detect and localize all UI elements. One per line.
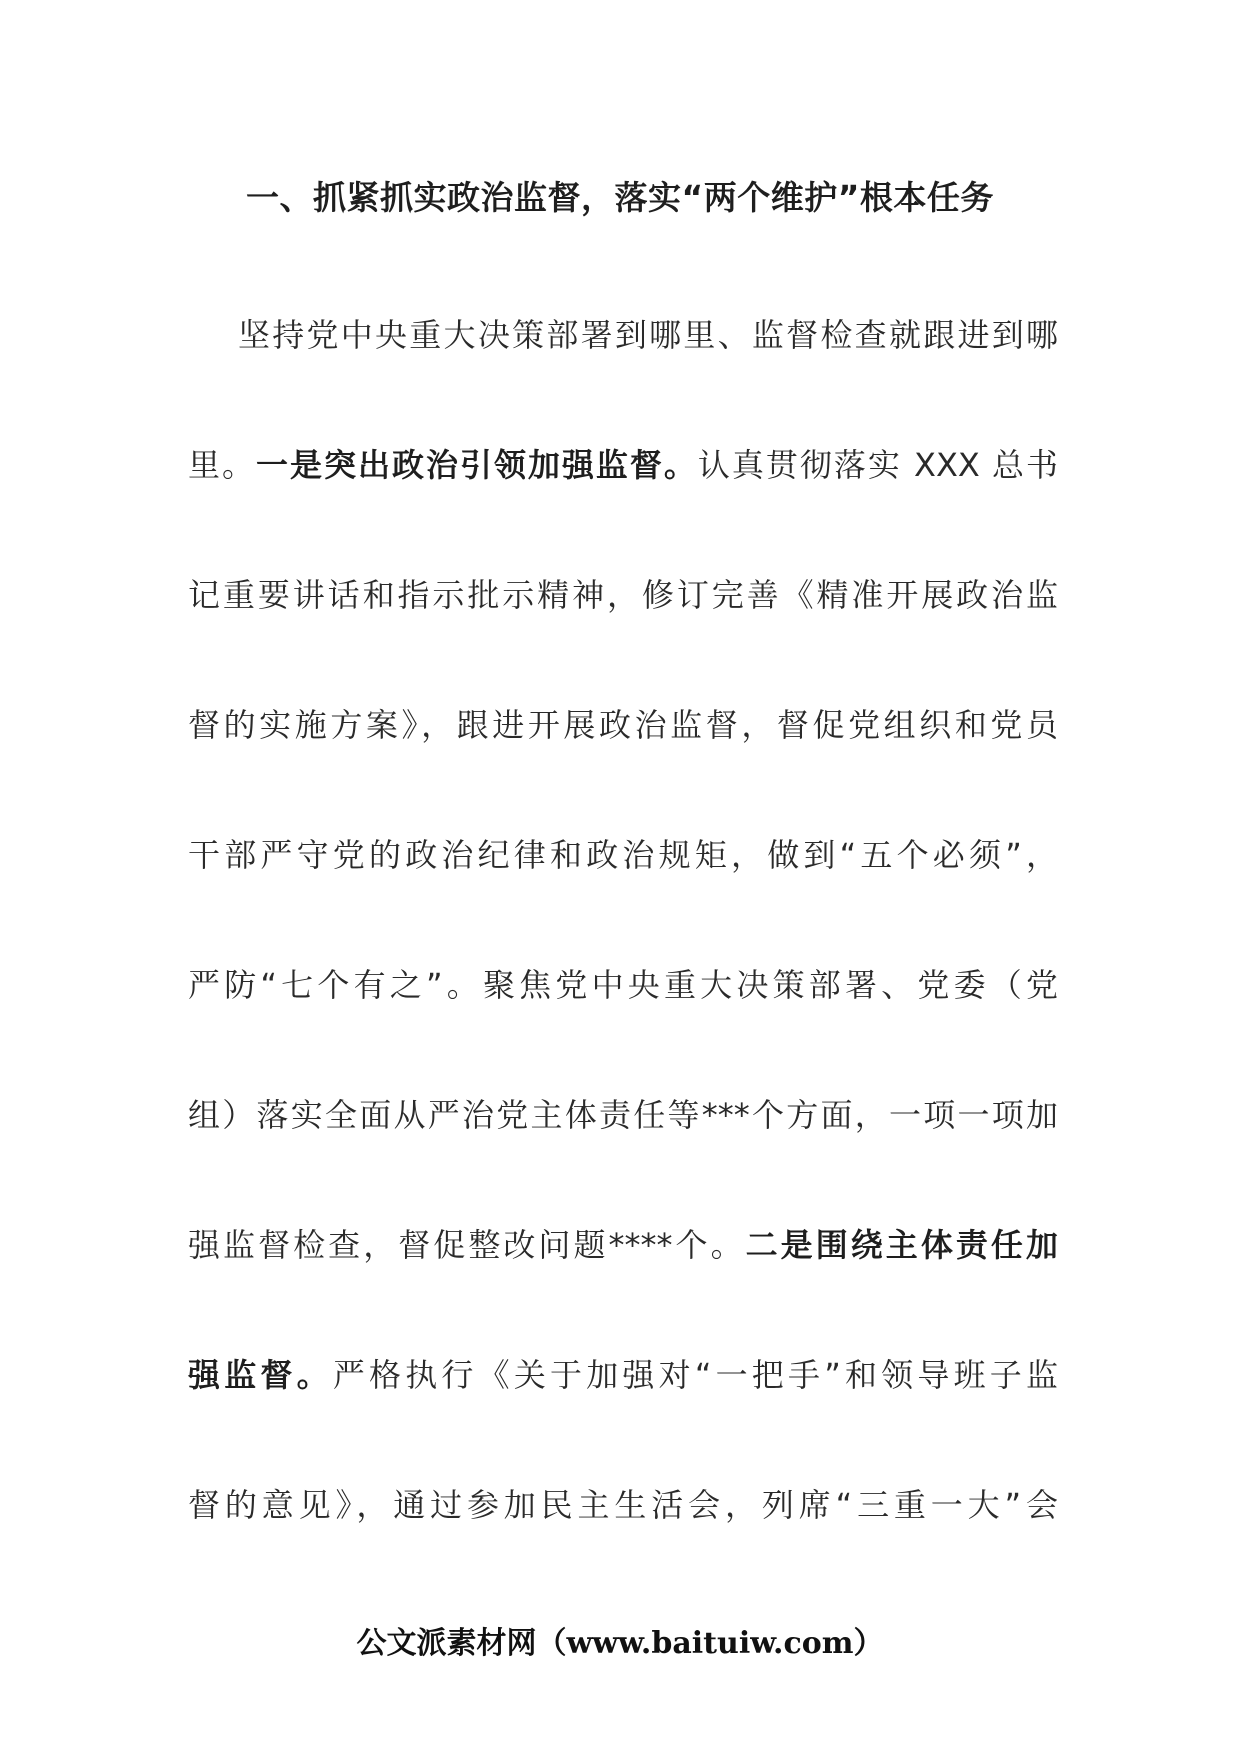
text-run: 严格执行《关于加强对“一把手”和领导班子监	[332, 1356, 1058, 1394]
bold-phrase: 二是围绕主体责任加	[745, 1226, 1058, 1264]
paragraph-line	[188, 1050, 1058, 1180]
text-run: 督的实施方案》，跟进开展政治监督，督促党组织和党员	[188, 706, 1058, 744]
paragraph-line	[188, 1310, 1058, 1440]
text-run: 干部严守党的政治纪律和政治规矩，做到“五个必须”，	[188, 836, 1058, 874]
paragraph-line	[188, 400, 1058, 530]
text-run: 里。	[188, 446, 256, 484]
paragraph-line	[188, 1180, 1058, 1310]
footer-source: 公文派素材网（www.baituiw.com）	[356, 1626, 884, 1661]
paragraph-line	[188, 920, 1058, 1050]
bold-phrase: 一是突出政治引领加强监督。	[256, 446, 698, 484]
paragraph-line	[188, 790, 1058, 920]
bold-phrase: 强监督。	[188, 1356, 333, 1394]
paragraph-line	[188, 530, 1058, 660]
text-run: 记重要讲话和指示批示精神，修订完善《精准开展政治监	[188, 576, 1058, 614]
text-run: 严防“七个有之”。聚焦党中央重大决策部署、党委（党	[188, 966, 1058, 1004]
body-paragraph	[188, 270, 1058, 1570]
text-run: 认真贯彻落实 XXX 总书	[697, 446, 1058, 484]
paragraph-line	[188, 270, 1058, 400]
section-heading: 一、抓紧抓实政治监督，落实“两个维护”根本任务	[246, 178, 994, 217]
text-run: 督的意见》，通过参加民主生活会，列席“三重一大”会	[188, 1486, 1058, 1524]
text-run: 坚持党中央重大决策部署到哪里、监督检查就跟进到哪	[238, 316, 1058, 354]
text-run: 强监督检查，督促整改问题****个。	[188, 1226, 746, 1264]
text-run: 组）落实全面从严治党主体责任等***个方面，一项一项加	[188, 1096, 1058, 1134]
paragraph-line	[188, 1440, 1058, 1570]
paragraph-line	[188, 660, 1058, 790]
